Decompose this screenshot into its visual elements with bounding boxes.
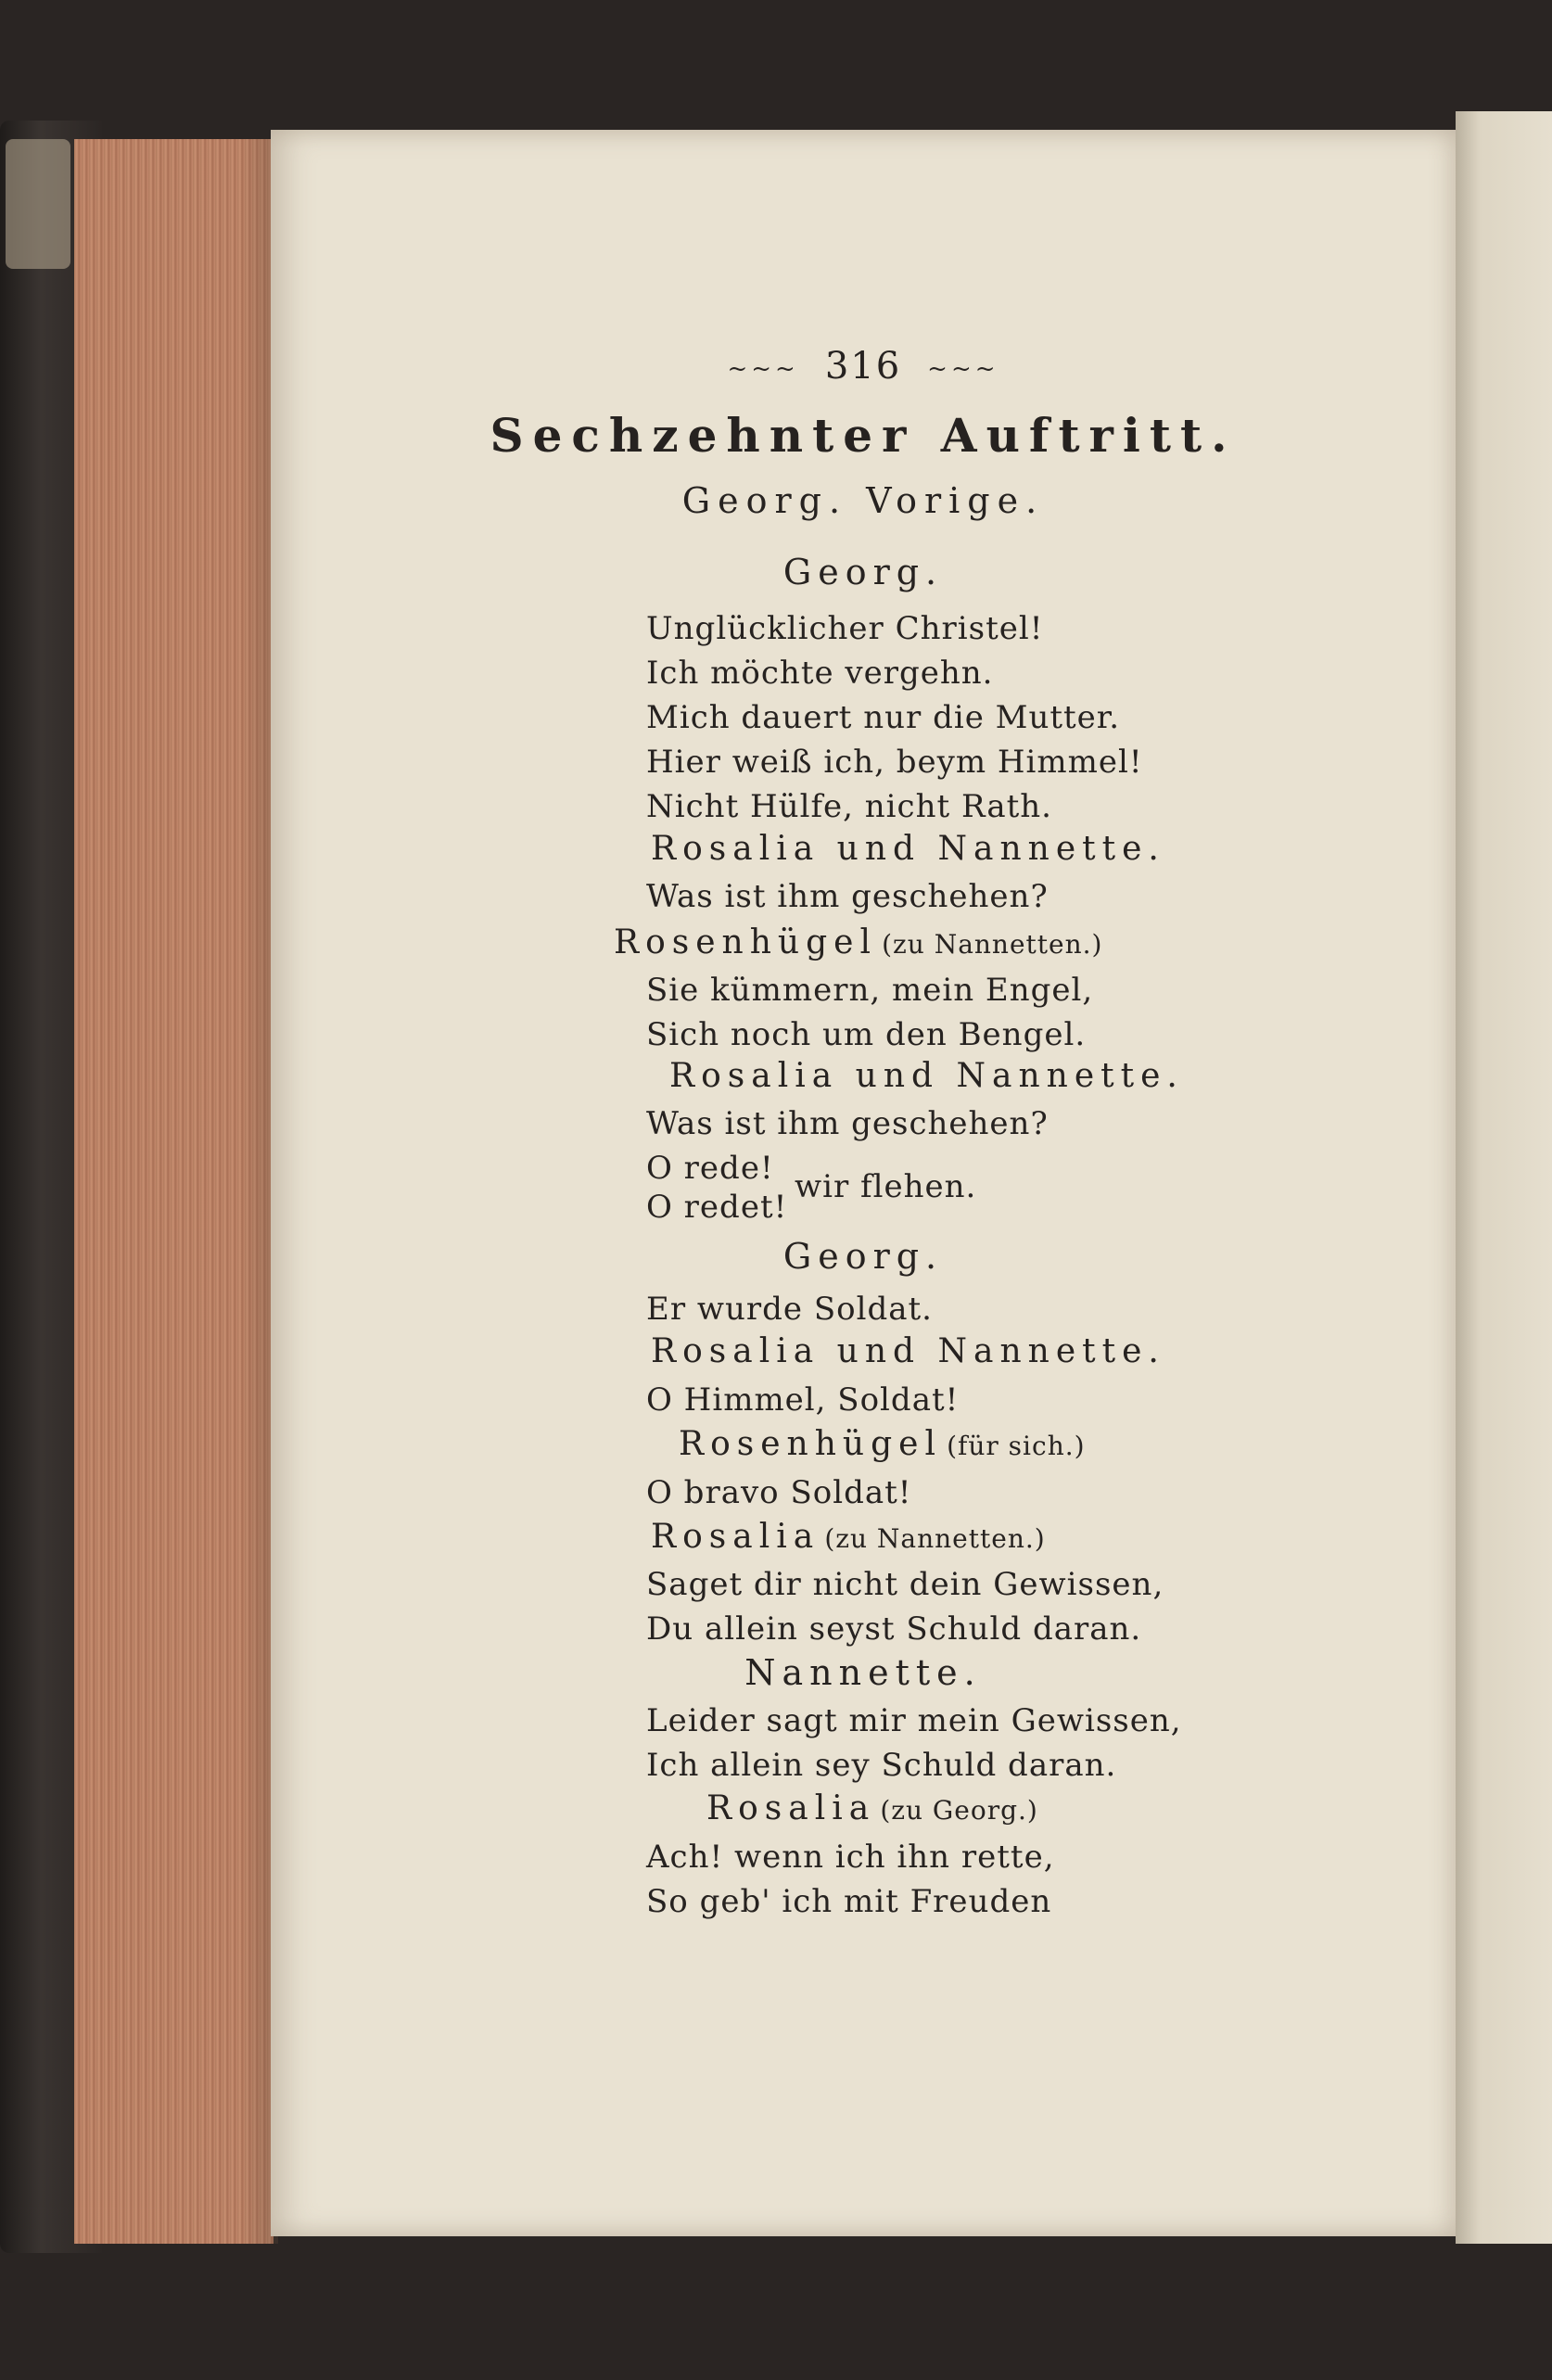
speaker-heading: Georg.: [782, 1236, 944, 1277]
verse-line: Leider sagt mir mein Gewissen,: [646, 1702, 1182, 1739]
stage-direction: (zu Nannetten.): [824, 1523, 1046, 1554]
page-header: [271, 345, 1456, 388]
speaker-heading: Rosalia und Nannette.: [669, 1057, 1184, 1095]
verse-line: Mich dauert nur die Mutter.: [646, 699, 1121, 736]
speaker-with-direction: [614, 923, 1102, 961]
cast-list: Georg. Vorige.: [681, 480, 1045, 521]
speaker-heading: Georg.: [782, 552, 944, 592]
scene-title: Sechzehnter Auftritt.: [490, 408, 1237, 463]
speaker-heading: Rosalia und Nannette.: [651, 830, 1165, 868]
verse-line-shared: wir flehen.: [795, 1168, 977, 1205]
ornament-right: ~~~: [927, 355, 999, 383]
verse-line: O rede!: [646, 1150, 774, 1187]
verse-line: Ich allein sey Schuld daran.: [646, 1747, 1117, 1784]
stage-direction: (zu Georg.): [880, 1795, 1038, 1826]
verse-line: Sie kümmern, mein Engel,: [646, 972, 1094, 1009]
verse-line: Unglücklicher Christel!: [646, 610, 1044, 647]
verse-line: Er wurde Soldat.: [646, 1291, 933, 1328]
ornament-left: ~~~: [727, 355, 799, 383]
verse-line: Ach! wenn ich ihn rette,: [646, 1839, 1055, 1876]
verse-line: So geb' ich mit Freuden: [646, 1883, 1052, 1920]
verse-line: Du allein seyst Schuld daran.: [646, 1610, 1142, 1648]
worn-cover-patch: [6, 139, 70, 269]
verse-line: Ich möchte vergehn.: [646, 655, 994, 692]
speaker-with-direction: [651, 1518, 1046, 1556]
verse-line: Hier weiß ich, beym Himmel!: [646, 744, 1143, 781]
verse-line: Saget dir nicht dein Gewissen,: [646, 1566, 1164, 1603]
verse-line: Was ist ihm geschehen?: [646, 1105, 1049, 1142]
speaker-name: Rosenhügel: [679, 1425, 942, 1463]
verse-line: Nicht Hülfe, nicht Rath.: [646, 788, 1052, 825]
speaker-heading: Rosalia und Nannette.: [651, 1332, 1165, 1370]
verse-line: O Himmel, Soldat!: [646, 1381, 960, 1419]
stage-direction: (für sich.): [947, 1431, 1086, 1461]
page-number: 316: [824, 345, 902, 388]
verse-line: Was ist ihm geschehen?: [646, 878, 1049, 915]
stage-direction: (zu Nannetten.): [882, 929, 1103, 960]
verse-line: O bravo Soldat!: [646, 1474, 912, 1511]
book-page: [271, 130, 1456, 2236]
speaker-name: Rosalia: [651, 1518, 821, 1556]
facing-page-edge: [1456, 111, 1552, 2244]
speaker-with-direction: [706, 1789, 1038, 1827]
speaker-name: Rosenhügel: [614, 923, 877, 961]
speaker-with-direction: [679, 1425, 1086, 1463]
verse-line: Sich noch um den Bengel.: [646, 1016, 1087, 1053]
verse-line: O redet!: [646, 1189, 788, 1226]
speaker-heading: Nannette.: [744, 1652, 982, 1693]
speaker-name: Rosalia: [706, 1789, 876, 1827]
